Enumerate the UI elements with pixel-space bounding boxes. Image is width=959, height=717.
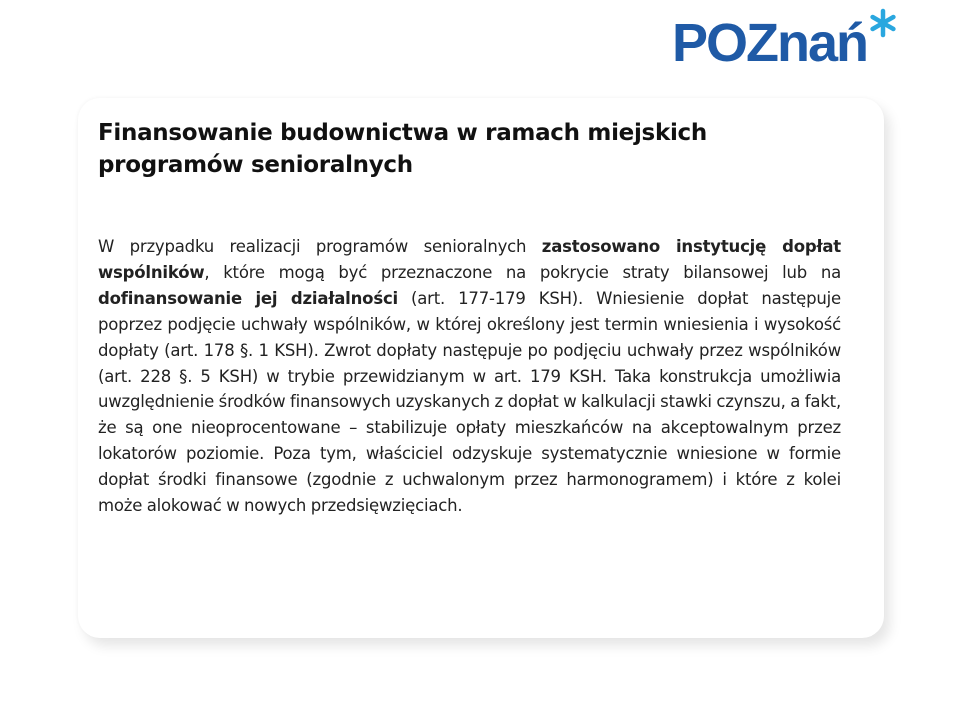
paragraph-emphasis-2: dofinansowanie jej działalności xyxy=(98,288,398,308)
poznan-logo xyxy=(672,6,912,72)
logo-wordmark: POZnań xyxy=(672,13,868,73)
paragraph-emphasis-1: zastosowano instytucję dopłat wspólników xyxy=(98,237,841,282)
slide-title: Finansowanie budownictwa w ramach miejskich programów senioralnych xyxy=(98,120,707,178)
asterisk-star-icon xyxy=(868,8,898,38)
paragraph-part-3: (art. 177-179 KSH). Wniesienie dopłat następuje poprzez podjęcie uchwały wspólników, w której określony jest termin wniesienia i wysokość dopłaty (art. 178 §. 1 KSH). Zwrot dopłaty następuje po podjęciu uchwały przez wspólników (art. 228 §. 5 KSH) w trybie przewidzianym w art. 179 KSH. Taka konstrukcja umożliwia uwzględnienie środków finansowych uzyskanych z dopłat w kalkulacji stawki czynszu, a fakt, że są one nieoprocentowane – stabilizuje opłaty mieszkańców na akceptowalnym przez lokatorów poziomie. Poza tym, właściciel odzyskuje systematycznie wniesione w formie dopłat środki finansowe (zgodnie z uchwalonym przez harmonogramem) i które z kolei może alokować w nowych przedsięwzięciach. xyxy=(98,288,841,516)
paragraph-part-2: , które mogą być przeznaczone na pokrycie straty bilansowej lub na xyxy=(204,262,841,282)
body-paragraph xyxy=(98,234,841,519)
paragraph-intro: W przypadku realizacji programów senioralnych xyxy=(98,237,542,256)
